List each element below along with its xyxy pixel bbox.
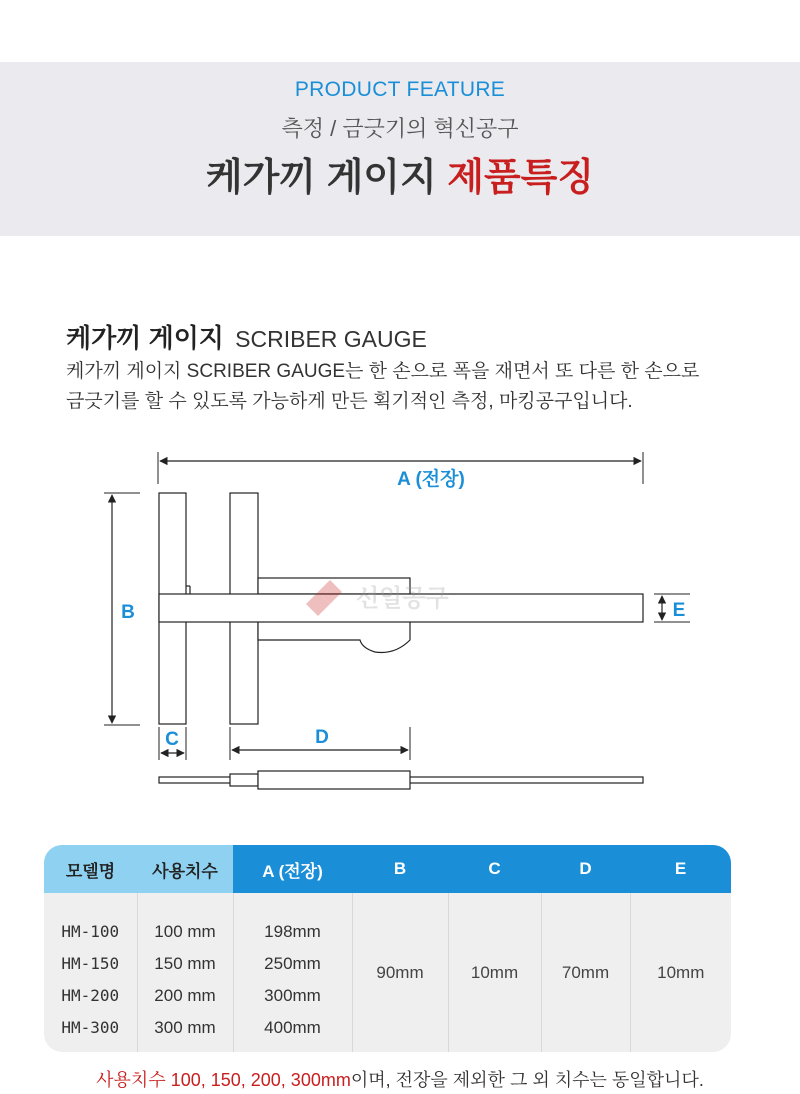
description-line-2: 금긋기를 할 수 있도록 가능하게 만든 획기적인 측정, 마킹공구입니다. bbox=[66, 391, 633, 412]
watermark-text: 선일공구 bbox=[356, 585, 449, 612]
label-e: E bbox=[672, 600, 686, 621]
size-value: 200 mm bbox=[154, 985, 216, 1005]
length-value: 300mm bbox=[264, 985, 321, 1005]
model-name: HM-150 bbox=[61, 953, 120, 973]
table-row bbox=[44, 893, 731, 1052]
header-length-a: A (전장) bbox=[233, 845, 352, 893]
model-cell bbox=[44, 893, 137, 1052]
header-d: D bbox=[541, 845, 630, 893]
length-cell bbox=[233, 893, 352, 1052]
label-c: C bbox=[165, 729, 179, 750]
section-title-english: SCRIBER GAUGE bbox=[235, 326, 427, 352]
length-value: 250mm bbox=[264, 953, 321, 973]
gauge-side-view bbox=[159, 771, 643, 789]
spec-table-container bbox=[44, 845, 731, 1052]
b-value: 90mm bbox=[352, 893, 448, 1052]
footnote-sizes: 사용치수 100, 150, 200, 300mm bbox=[96, 1070, 351, 1090]
header-c: C bbox=[448, 845, 541, 893]
d-value: 70mm bbox=[541, 893, 630, 1052]
description-line-1: 케가끼 게이지 SCRIBER GAUGE는 한 손으로 폭을 재면서 또 다른 한 손으로 bbox=[66, 361, 700, 382]
length-value: 198mm bbox=[264, 921, 321, 941]
product-feature-kicker: PRODUCT FEATURE bbox=[294, 78, 506, 101]
label-d: D bbox=[315, 727, 329, 748]
length-value: 400mm bbox=[264, 1017, 321, 1037]
model-name: HM-300 bbox=[61, 1017, 120, 1037]
gauge-dimension-diagram bbox=[0, 440, 800, 810]
title-main: 케가끼 게이지 bbox=[205, 157, 448, 199]
size-cell bbox=[137, 893, 233, 1052]
section-title bbox=[66, 318, 427, 355]
size-value: 100 mm bbox=[154, 921, 216, 941]
dimension-b bbox=[104, 493, 140, 725]
c-value: 10mm bbox=[448, 893, 541, 1052]
page-title bbox=[0, 146, 800, 201]
spec-table bbox=[44, 845, 731, 1052]
table-header-row bbox=[44, 845, 731, 893]
section-title-korean: 케가끼 게이지 bbox=[66, 323, 224, 353]
size-value: 150 mm bbox=[154, 953, 216, 973]
size-footnote bbox=[0, 1066, 800, 1092]
title-accent: 제품특징 bbox=[447, 157, 595, 199]
header-model: 모델명 bbox=[44, 845, 137, 893]
size-value: 300 mm bbox=[154, 1017, 216, 1037]
model-name: HM-100 bbox=[61, 921, 120, 941]
model-name: HM-200 bbox=[61, 985, 120, 1005]
header-subtitle: 측정 / 금긋기의 혁신공구 bbox=[281, 116, 519, 141]
dimension-a bbox=[158, 452, 643, 490]
dimension-d bbox=[230, 727, 410, 760]
header-e: E bbox=[630, 845, 731, 893]
header-b: B bbox=[352, 845, 448, 893]
dimension-c bbox=[159, 727, 186, 760]
dimension-e bbox=[654, 594, 690, 622]
label-b: B bbox=[121, 602, 135, 623]
label-a: A (전장) bbox=[397, 469, 465, 490]
footnote-rest: 이며, 전장을 제외한 그 외 치수는 동일합니다. bbox=[350, 1070, 704, 1090]
e-value: 10mm bbox=[630, 893, 731, 1052]
header-size: 사용치수 bbox=[137, 845, 233, 893]
product-description bbox=[66, 357, 766, 417]
